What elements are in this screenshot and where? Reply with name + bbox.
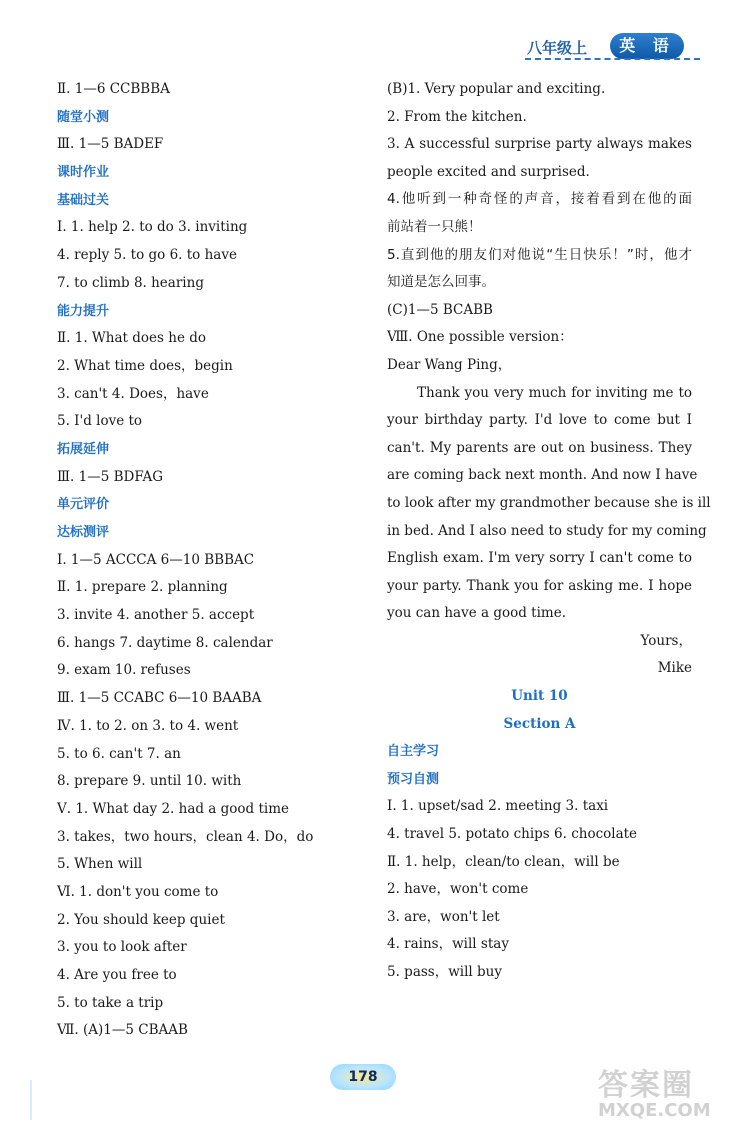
answer-line: Ⅱ. 1. prepare 2. planning	[57, 579, 228, 596]
answer-line: 2. What time does，begin	[57, 357, 233, 374]
answer-line: 5. When will	[57, 856, 143, 873]
answer-line: 4. rains，will stay	[387, 936, 509, 953]
answer-line: Mike	[657, 660, 692, 677]
header-divider	[525, 58, 700, 60]
answer-line: 3. are，won't let	[387, 908, 500, 925]
section-heading: 随堂小测	[57, 109, 110, 125]
answer-line: 8. prepare 9. until 10. with	[57, 773, 242, 790]
answer-line: Dear Wang Ping，	[387, 356, 512, 373]
answer-line: your party. Thank you for asking me. I hope	[387, 577, 692, 594]
answer-line: 2. You should keep quiet	[57, 911, 225, 928]
watermark-logo: 答案圈	[598, 1068, 694, 1103]
answer-line: 4. Are you free to	[57, 967, 177, 983]
answer-line: Ⅰ. 1. upset/sad 2. meeting 3. taxi	[387, 798, 609, 815]
answer-line: are coming back next month. And now I have	[387, 467, 698, 484]
section-heading: 达标测评	[57, 525, 110, 540]
answer-line: 2. have，won't come	[387, 881, 529, 898]
answer-line: you can have a good time.	[387, 605, 566, 622]
section-heading: 能力提升	[57, 303, 110, 319]
answer-line: Ⅱ. 1. What does he do	[57, 330, 206, 347]
answer-line: Ⅲ. 1—5 BADEF	[57, 136, 164, 153]
answer-line: (B)1. Very popular and exciting.	[387, 81, 606, 97]
answer-line: Ⅵ. 1. don't you come to	[57, 883, 219, 900]
answer-line: English exam. I'm very sorry I can't come to	[387, 550, 692, 567]
answer-line: Ⅳ. 1. to 2. on 3. to 4. went	[57, 717, 239, 734]
right-answer-column	[387, 76, 711, 987]
section-heading: 课时作业	[57, 165, 110, 181]
answer-line: 4. reply 5. to go 6. to have	[57, 247, 237, 264]
section-heading: 单元评价	[57, 497, 110, 513]
answer-line: 知道是怎么回事。	[387, 274, 495, 291]
page-edge-mark	[30, 1080, 32, 1120]
answer-line: 5. to 6. can't 7. an	[57, 745, 181, 762]
answer-line: 2. From the kitchen.	[387, 108, 527, 125]
answer-line: (C)1—5 BCABB	[387, 301, 493, 318]
header-subject-badge: 英 语	[610, 33, 684, 59]
answer-line: to look after my grandmother because she is ill	[387, 494, 711, 511]
answer-line: Ⅲ. 1—5 BDFAG	[57, 468, 164, 485]
answer-line: 4.他听到一种奇怪的声音，接着看到在他的面	[387, 191, 692, 208]
answer-line: Yours，	[640, 632, 692, 649]
answer-line: 前站着一只熊！	[387, 218, 482, 235]
watermark-site: MXQE.COM	[598, 1100, 711, 1121]
answer-line: 4. travel 5. potato chips 6. chocolate	[387, 826, 638, 843]
answer-line: 3. A successful surprise party always makes	[387, 136, 692, 153]
section-heading: Unit 10	[511, 688, 568, 705]
answer-line: 3. takes，two hours，clean 4. Do，do	[57, 828, 314, 845]
answer-line: 5. I'd love to	[57, 413, 143, 430]
answer-line: Ⅶ. (A)1—5 CBAAB	[57, 1022, 188, 1039]
answer-line: Ⅱ. 1—6 CCBBBA	[57, 81, 170, 97]
header-grade: 八年级上	[527, 39, 588, 57]
answer-line: Ⅴ. 1. What day 2. had a good time	[57, 800, 289, 817]
page-number-badge: 178	[330, 1064, 396, 1090]
answer-line: Ⅱ. 1. help，clean/to clean，will be	[387, 853, 620, 870]
answer-line: 9. exam 10. refuses	[57, 662, 191, 679]
section-heading: 拓展延伸	[57, 441, 110, 457]
answer-line: your birthday party. I'd love to come but I	[387, 412, 692, 429]
answer-line: Thank you very much for inviting me to	[417, 384, 692, 401]
left-answer-column	[57, 76, 377, 1045]
answer-line: 5. pass，will buy	[387, 964, 502, 980]
answer-line: 3. invite 4. another 5. accept	[57, 607, 255, 624]
answer-line: Ⅰ. 1. help 2. to do 3. inviting	[57, 219, 248, 236]
answer-line: Ⅲ. 1—5 CCABC 6—10 BAABA	[57, 690, 262, 707]
answer-line: 5. to take a trip	[57, 994, 164, 1011]
answer-line: 5.直到他的朋友们对他说“生日快乐！”时，他才	[387, 246, 692, 263]
section-heading: 自主学习	[387, 744, 440, 760]
answer-line: Ⅰ. 1—5 ACCCA 6—10 BBBAC	[57, 551, 255, 568]
answer-line: 7. to climb 8. hearing	[57, 274, 204, 291]
answer-line: can't. My parents are out on business. They	[387, 439, 692, 456]
answer-line: in bed. And I also need to study for my coming	[387, 522, 707, 539]
watermark	[598, 1060, 748, 1122]
answer-line: people excited and surprised.	[387, 163, 590, 180]
section-heading: 预习自测	[387, 771, 440, 787]
answer-line: 6. hangs 7. daytime 8. calendar	[57, 634, 273, 651]
answer-line: Ⅷ. One possible version：	[387, 329, 573, 346]
answer-line: 3. you to look after	[57, 939, 187, 956]
section-heading: 基础过关	[57, 192, 110, 208]
section-heading: Section A	[503, 715, 576, 732]
answer-line: 3. can't 4. Does，have	[57, 385, 209, 402]
